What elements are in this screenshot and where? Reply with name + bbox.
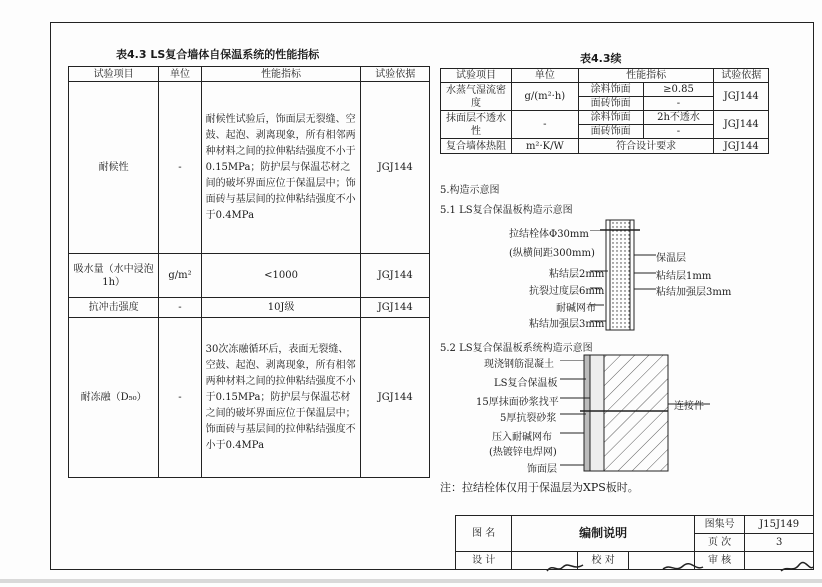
- review-signature-mark: [779, 561, 815, 575]
- drawing-name-label: 图 名: [456, 516, 512, 552]
- t2-header-unit: 单位: [511, 69, 578, 83]
- t2-item: 复合墙体热阻: [441, 139, 512, 154]
- atlas-label: 图集号: [694, 516, 744, 534]
- t2-val: 2h不透水: [643, 111, 714, 125]
- table2: [440, 68, 769, 154]
- t2-sub: 涂料饰面: [578, 83, 643, 97]
- fig2-leader-lines: [560, 360, 760, 470]
- review-label: 审 核: [694, 552, 744, 570]
- fig1-label-crack: 抗裂过度层6mm: [529, 286, 605, 297]
- table-row: [441, 139, 769, 154]
- t2-sub: 涂料饰面: [578, 111, 643, 125]
- t2-unit: m²·K/W: [511, 139, 578, 154]
- t1-unit: -: [159, 318, 201, 478]
- check-signature: [628, 552, 694, 570]
- t1-header-item: 试验项目: [69, 67, 159, 82]
- t2-item: 水蒸气湿流密度: [441, 83, 512, 111]
- fig1-label-bond-1mm: 粘结层1mm: [656, 271, 712, 282]
- fig2-label-plaster: 15厚抹面砂浆找平: [476, 397, 559, 408]
- design-signature-mark: [545, 561, 585, 575]
- t2-header-item: 试验项目: [441, 69, 512, 83]
- fig2-label-concrete: 现浇钢筋混凝土: [484, 359, 554, 370]
- t2-basis: JGJ144: [714, 111, 769, 139]
- t2-val: 符合设计要求: [578, 139, 714, 154]
- t1-header-unit: 单位: [159, 67, 201, 82]
- t1-basis: JGJ144: [361, 318, 430, 478]
- design-label: 设 计: [456, 552, 512, 570]
- t1-header-spec: 性能指标: [201, 67, 361, 82]
- fig1-label-mesh: 耐碱网布: [556, 303, 596, 314]
- table-row: [441, 83, 769, 97]
- title-block: [455, 515, 814, 570]
- t1-spec: <1000: [201, 254, 361, 298]
- table-row: [441, 111, 769, 125]
- page-label: 页 次: [694, 534, 744, 552]
- t2-header-spec: 性能指标: [578, 69, 714, 83]
- t2-val: -: [643, 97, 714, 111]
- t2-sub: 面砖饰面: [578, 125, 643, 139]
- fig1-label-bond: 粘结层2mm: [549, 269, 605, 280]
- design-signature: [512, 552, 578, 570]
- atlas-number: J15J149: [745, 516, 814, 534]
- section-51-heading: 5.1 LS复合保温板构造示意图: [440, 205, 573, 216]
- t2-basis: JGJ144: [714, 83, 769, 111]
- table-row: [69, 82, 430, 254]
- fig1-leader-lines: [590, 230, 660, 330]
- t1-item: 耐冻融（D₅₀）: [69, 318, 159, 478]
- section-52-heading: 5.2 LS复合保温板系统构造示意图: [440, 343, 593, 354]
- note: 注：拉结栓体仅用于保温层为XPS板时。: [440, 481, 639, 494]
- page-number: 3: [745, 534, 814, 552]
- table-row: [69, 318, 430, 478]
- fig1-label-anchor: 拉结栓体Φ30mm: [509, 229, 589, 240]
- review-signature: [745, 552, 814, 570]
- fig2-label-weld-mesh: (热镀锌电焊网): [489, 447, 557, 458]
- t2-basis: JGJ144: [714, 139, 769, 154]
- fig2-label-mesh: 压入耐碱网布: [492, 432, 552, 443]
- t2-unit: -: [511, 111, 578, 139]
- t1-item: 抗冲击强度: [69, 298, 159, 318]
- fig2-label-crack-mortar: 5厚抗裂砂浆: [500, 413, 557, 424]
- t2-item: 抹面层不透水性: [441, 111, 512, 139]
- t2-header-basis: 试验依据: [714, 69, 769, 83]
- t2-sub: 面砖饰面: [578, 97, 643, 111]
- t1-basis: JGJ144: [361, 298, 430, 318]
- t1-spec: 30次冻融循环后，表面无裂缝、空鼓、起泡、剥离现象，所有相邻两种材料之间的拉伸粘结强度不小于0.15MPa；防护层与保温芯材之间的破坏界面应位于保温层中；饰面砖与基层间的拉伸粘结强度不小于0.4MPa: [201, 318, 361, 478]
- t1-basis: JGJ144: [361, 82, 430, 254]
- section-5-heading: 5.构造示意图: [440, 185, 500, 196]
- check-label: 校 对: [578, 552, 628, 570]
- t1-item: 耐候性: [69, 82, 159, 254]
- fig2-label-finish: 饰面层: [527, 464, 557, 475]
- drawing-name: 编制说明: [512, 516, 695, 552]
- t1-spec: 耐候性试验后，饰面层无裂缝、空鼓、起泡、剥离现象，所有相邻两种材料之间的拉伸粘结强度不小于0.15MPa；防护层与保温芯材之间的破坏界面应位于保温层中；饰面砖与基层间的拉伸粘结强度不小于0.4MPa: [201, 82, 361, 254]
- table-row: [69, 254, 430, 298]
- t1-unit: -: [159, 82, 201, 254]
- t1-header-basis: 试验依据: [361, 67, 430, 82]
- fig2-label-ls-board: LS复合保温板: [494, 378, 558, 389]
- t2-val: ≥0.85: [643, 83, 714, 97]
- fig1-label-insulation: 保温层: [656, 253, 686, 264]
- t2-val: -: [643, 125, 714, 139]
- table1: [68, 66, 430, 478]
- check-signature-mark: [661, 561, 705, 575]
- fig2-label-connector: 连接件: [674, 401, 704, 412]
- t1-item: 吸水量（水中浸泡1h）: [69, 254, 159, 298]
- title-block-table: [455, 515, 814, 570]
- fig1-label-reinforce: 粘结加强层3mm: [529, 319, 605, 330]
- t1-unit: g/m²: [159, 254, 201, 298]
- table2-caption: 表4.3续: [580, 52, 622, 65]
- t1-basis: JGJ144: [361, 254, 430, 298]
- table-row: [69, 298, 430, 318]
- fig1-label-reinforce-3mm: 粘结加强层3mm: [656, 287, 732, 298]
- bottom-strip: [0, 579, 822, 583]
- t1-spec: 10J级: [201, 298, 361, 318]
- table1-caption: 表4.3 LS复合墙体自保温系统的性能指标: [116, 48, 320, 61]
- t2-unit: g/(m²·h): [511, 83, 578, 111]
- fig1-label-spacing: (纵横间距300mm): [509, 248, 595, 259]
- t1-unit: -: [159, 298, 201, 318]
